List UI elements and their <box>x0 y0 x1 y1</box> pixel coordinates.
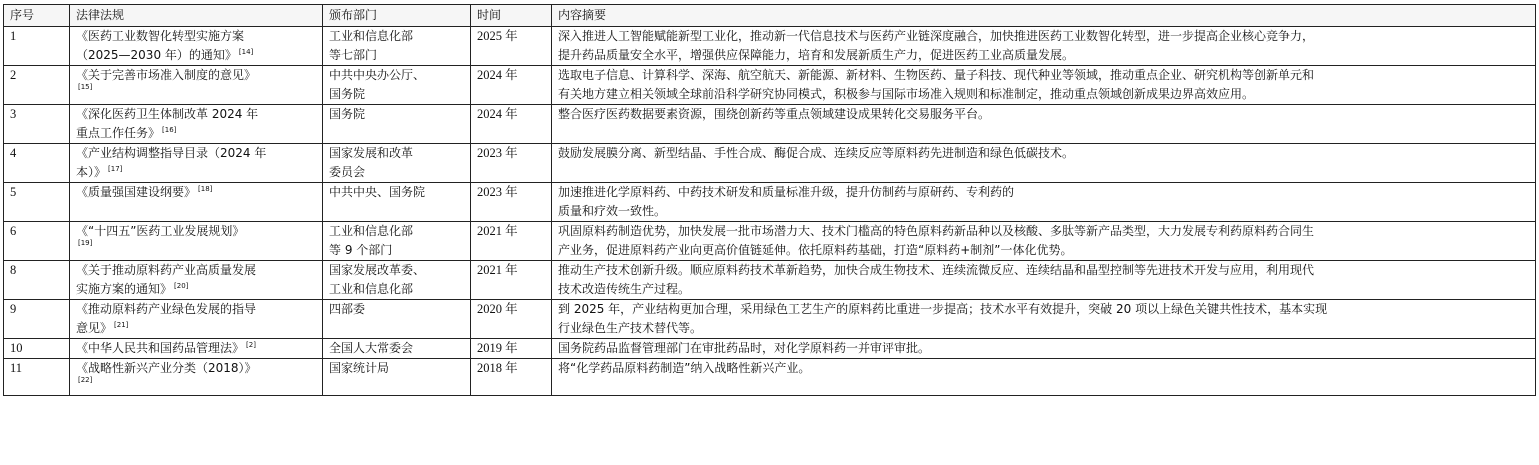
department-line: 工业和信息化部 <box>329 224 414 238</box>
law-title-text: 《质量强国建设纲要》 <box>76 185 197 199</box>
row-number: 2 <box>4 66 70 105</box>
department-line: 工业和信息化部 <box>329 29 414 43</box>
summary-line: 鼓励发展膜分离、新型结晶、手性合成、酶促合成、连续反应等原料药先进制造和绿色低碳技术。 <box>558 146 1075 160</box>
table-row <box>4 359 1536 396</box>
row-number: 9 <box>4 300 70 339</box>
summary-line: 产业务，促进原料药产业向更高价值链延伸。依托原料药基础，打造“原料药+制剂”一体化优势。 <box>558 243 1073 257</box>
summary-line: 选取电子信息、计算科学、深海、航空航天、新能源、新材料、生物医药、量子科技、现代种业等领域，推动重点企业、研究机构等创新单元和 <box>558 68 1315 82</box>
summary-cell <box>552 261 1536 300</box>
summary-cell <box>552 339 1536 359</box>
law-title-text: 《推动原料药产业绿色发展的指导 <box>76 302 257 316</box>
law-title-line <box>76 222 316 241</box>
department-cell <box>323 222 471 261</box>
summary-cell <box>552 27 1536 66</box>
citation-ref: [21] <box>114 321 129 329</box>
summary-line: 整合医疗医药数据要素资源，围绕创新药等重点领域建设成果转化交易服务平台。 <box>558 107 991 121</box>
law-title-text: 《医药工业数智化转型实施方案 <box>76 29 245 43</box>
department-cell <box>323 66 471 105</box>
table-row <box>4 105 1536 144</box>
law-title-cell <box>70 359 323 396</box>
row-number: 3 <box>4 105 70 144</box>
department-cell <box>323 359 471 396</box>
table-row <box>4 144 1536 183</box>
summary-cell <box>552 300 1536 339</box>
law-title-cell <box>70 339 323 359</box>
year-cell: 2021 年 <box>471 261 552 300</box>
header-row <box>4 5 1536 27</box>
department-cell <box>323 261 471 300</box>
department-line: 工业和信息化部 <box>329 282 414 296</box>
law-title-line <box>76 144 316 163</box>
law-title-cell <box>70 144 323 183</box>
table-row <box>4 339 1536 359</box>
law-title-cell <box>70 105 323 144</box>
law-title-text: （2025—2030 年）的通知》 <box>76 48 237 62</box>
summary-line: 推动生产技术创新升级。顺应原料药技术革新趋势，加快合成生物技术、连续流微反应、连续结晶和晶型控制等先进技术开发与应用，利用现代 <box>558 263 1315 277</box>
law-title-text: 重点工作任务》 <box>76 126 161 140</box>
summary-cell <box>552 183 1536 222</box>
row-number: 10 <box>4 339 70 359</box>
header-law: 法律法规 <box>70 5 323 27</box>
summary-line: 提升药品质量安全水平，增强供应保障能力，培育和发展新质生产力，促进医药工业高质量发展。 <box>558 48 1075 62</box>
table-row <box>4 261 1536 300</box>
department-line: 国务院 <box>329 107 366 121</box>
row-number: 8 <box>4 261 70 300</box>
law-title-line <box>76 85 316 95</box>
table-row <box>4 66 1536 105</box>
citation-ref: [2] <box>246 341 256 349</box>
law-title-line <box>76 27 316 46</box>
department-line: 中共中央、国务院 <box>329 185 426 199</box>
law-title-text: 本）》 <box>76 165 107 179</box>
table-body <box>4 27 1536 396</box>
law-title-cell <box>70 261 323 300</box>
header-time: 时间 <box>471 5 552 27</box>
law-title-text: 《产业结构调整指导目录（2024 年 <box>76 146 267 160</box>
year-cell: 2024 年 <box>471 105 552 144</box>
summary-cell <box>552 66 1536 105</box>
law-title-line <box>76 300 316 319</box>
law-title-line <box>76 339 316 358</box>
summary-line: 巩固原料药制造优势，加快发展一批市场潜力大、技术门槛高的特色原料药新品种以及核酸、多肽等新产品类型，大力发展专利药原料药合同生 <box>558 224 1315 238</box>
department-cell <box>323 144 471 183</box>
law-title-line <box>76 163 316 182</box>
law-title-text: 《战略性新兴产业分类（2018）》 <box>76 361 257 375</box>
department-line: 等 9 个部门 <box>329 243 393 257</box>
summary-line: 到 2025 年，产业结构更加合理，采用绿色工艺生产的原料药比重进一步提高；技术水平有效提升，突破 20 项以上绿色关键共性技术，基本实现 <box>558 302 1328 316</box>
law-title-line <box>76 183 316 202</box>
citation-ref: [20] <box>174 282 189 290</box>
citation-ref: [17] <box>108 165 123 173</box>
year-cell: 2018 年 <box>471 359 552 396</box>
citation-ref: [14] <box>238 48 254 56</box>
year-cell: 2019 年 <box>471 339 552 359</box>
table-row <box>4 27 1536 66</box>
law-title-line <box>76 124 316 143</box>
header-summary: 内容摘要 <box>552 5 1536 27</box>
citation-ref: [19] <box>78 239 93 247</box>
department-line: 全国人大常委会 <box>329 341 414 355</box>
summary-line: 技术改造传统生产过程。 <box>558 282 691 296</box>
summary-line: 深入推进人工智能赋能新型工业化，推动新一代信息技术与医药产业链深度融合，加快推进医药工业数智化转型，进一步提高企业核心竞争力， <box>558 29 1315 43</box>
year-cell: 2020 年 <box>471 300 552 339</box>
citation-ref: [18] <box>198 185 213 193</box>
year-cell: 2025 年 <box>471 27 552 66</box>
row-number: 6 <box>4 222 70 261</box>
law-title-line <box>76 241 316 251</box>
law-title-line <box>76 261 316 280</box>
department-line: 中共中央办公厅、 <box>329 68 426 82</box>
department-line: 四部委 <box>329 302 366 316</box>
law-title-text: 《中华人民共和国药品管理法》 <box>76 341 245 355</box>
department-line: 等七部门 <box>329 48 378 62</box>
law-title-cell <box>70 300 323 339</box>
table-row <box>4 300 1536 339</box>
department-line: 国家发展改革委、 <box>329 263 426 277</box>
law-title-text: 《“十四五”医药工业发展规划》 <box>76 224 245 238</box>
row-number: 11 <box>4 359 70 396</box>
table-row <box>4 183 1536 222</box>
law-title-line <box>76 319 316 338</box>
header-dept: 颁布部门 <box>323 5 471 27</box>
law-title-text: 意见》 <box>76 321 113 335</box>
department-cell <box>323 183 471 222</box>
department-cell <box>323 27 471 66</box>
department-line: 委员会 <box>329 165 366 179</box>
department-line: 国务院 <box>329 87 366 101</box>
table-row <box>4 222 1536 261</box>
year-cell: 2024 年 <box>471 66 552 105</box>
summary-line: 质量和疗效一致性。 <box>558 204 667 218</box>
summary-line: 将“化学药品原料药制造”纳入战略性新兴产业。 <box>558 361 811 375</box>
law-title-text: 《深化医药卫生体制改革 2024 年 <box>76 107 259 121</box>
summary-line: 行业绿色生产技术替代等。 <box>558 321 703 335</box>
law-title-line <box>76 66 316 85</box>
summary-cell <box>552 359 1536 396</box>
law-title-text: 《关于推动原料药产业高质量发展 <box>76 263 257 277</box>
law-title-text: 《关于完善市场准入制度的意见》 <box>76 68 257 82</box>
row-number: 4 <box>4 144 70 183</box>
law-title-text: 实施方案的通知》 <box>76 282 173 296</box>
summary-cell <box>552 105 1536 144</box>
law-title-line <box>76 378 316 388</box>
law-title-line <box>76 46 316 65</box>
year-cell: 2023 年 <box>471 144 552 183</box>
year-cell: 2023 年 <box>471 183 552 222</box>
summary-line: 有关地方建立相关领域全球前沿科学研究协同模式，积极参与国际市场准入规则和标准制定，推动重点领域创新成果边界高效应用。 <box>558 87 1255 101</box>
summary-line: 国务院药品监督管理部门在审批药品时，对化学原料药一并审评审批。 <box>558 341 931 355</box>
law-title-cell <box>70 66 323 105</box>
row-number: 1 <box>4 27 70 66</box>
law-title-line <box>76 359 316 378</box>
department-cell <box>323 300 471 339</box>
department-cell <box>323 105 471 144</box>
law-title-cell <box>70 183 323 222</box>
summary-cell <box>552 144 1536 183</box>
department-cell <box>323 339 471 359</box>
law-title-cell <box>70 222 323 261</box>
citation-ref: [16] <box>162 126 177 134</box>
year-cell: 2021 年 <box>471 222 552 261</box>
policy-table <box>3 4 1536 396</box>
summary-line: 加速推进化学原料药、中药技术研发和质量标准升级，提升仿制药与原研药、专利药的 <box>558 185 1015 199</box>
row-number: 5 <box>4 183 70 222</box>
header-num: 序号 <box>4 5 70 27</box>
citation-ref: [15] <box>78 83 93 91</box>
law-title-line <box>76 280 316 299</box>
law-title-line <box>76 105 316 124</box>
department-line: 国家统计局 <box>329 361 390 375</box>
citation-ref: [22] <box>78 376 93 384</box>
law-title-cell <box>70 27 323 66</box>
department-line: 国家发展和改革 <box>329 146 414 160</box>
summary-cell <box>552 222 1536 261</box>
